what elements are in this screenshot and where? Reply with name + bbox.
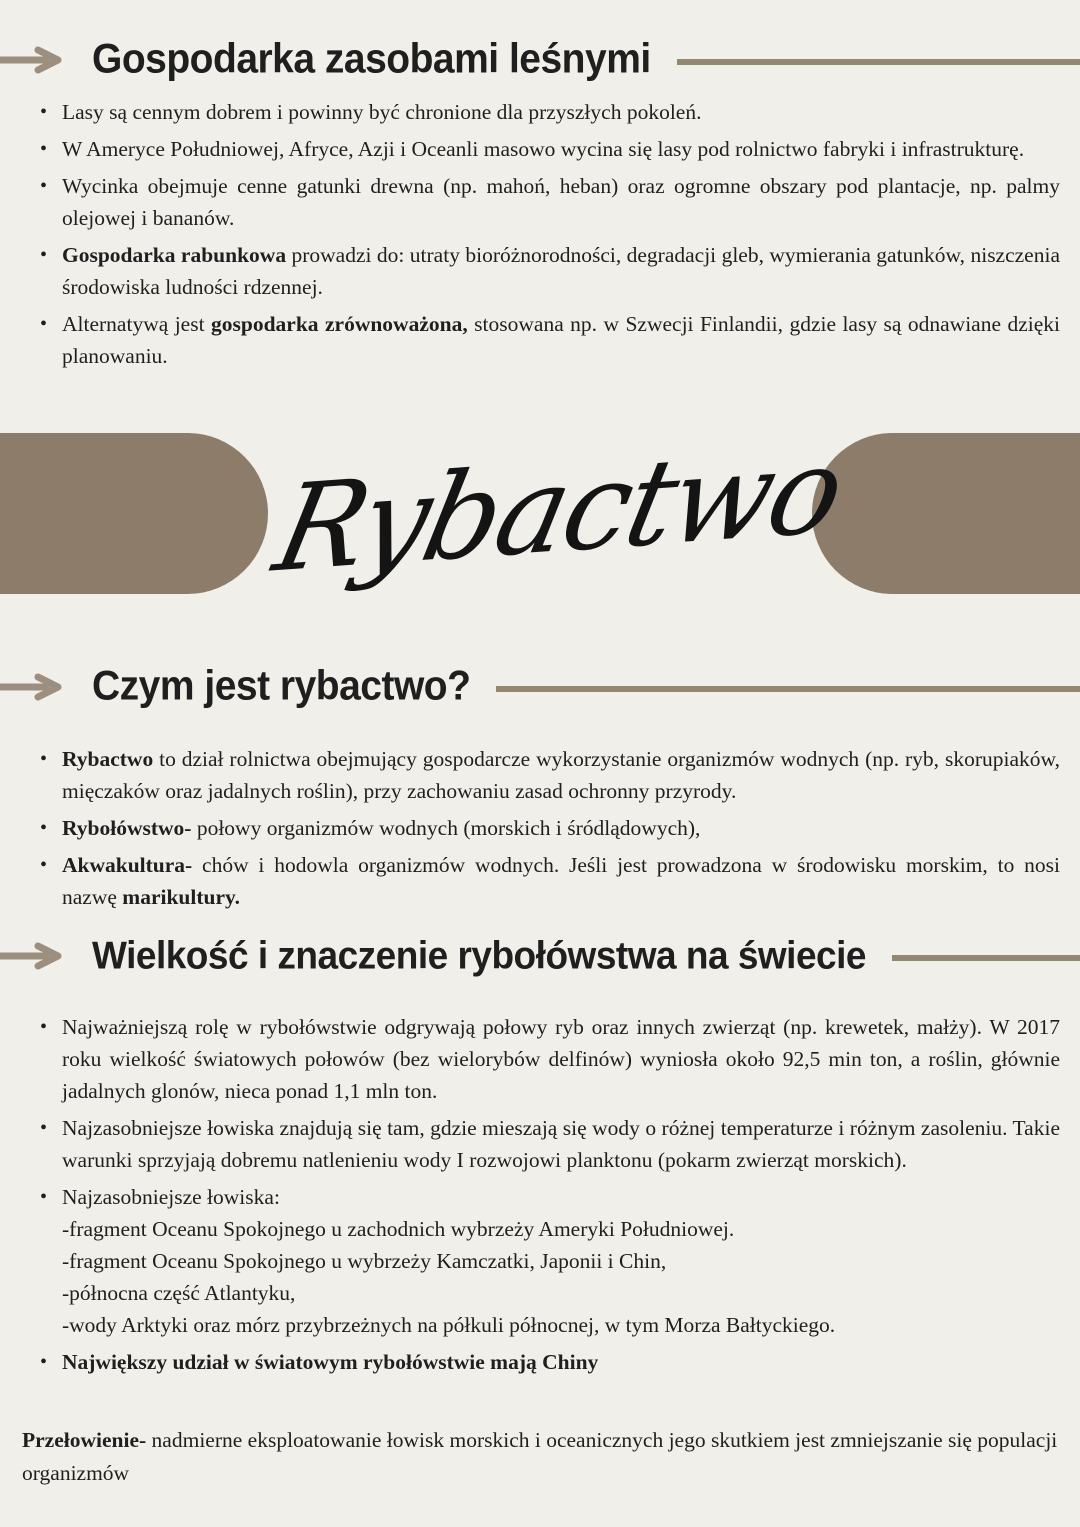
world-bullet-list — [0, 1011, 1080, 1378]
list-item-text: Gospodarka rabunkowa prowadzi do: utraty bioróżnorodności, degradacji gleb, wymierania gatunków, niszczenia środowiska ludności rdzennej. — [62, 243, 1060, 299]
arrow-right-icon — [0, 46, 66, 74]
list-item-text: Najzasobniejsze łowiska: -fragment Oceanu Spokojnego u zachodnich wybrzeży Ameryki Południowej. -fragment Oceanu Spokojnego u wybrzeży Kamczatki, Japonii i Chin, -północna część Atlantyku, -wody Arktyki oraz mórz przybrzeżnych na półkuli północnej, w tym Morza Bałtyckiego. — [62, 1185, 836, 1337]
divider-line — [892, 955, 1080, 961]
section-title: Czym jest rybactwo? — [92, 663, 471, 710]
list-item — [38, 96, 1060, 128]
list-item-text: Wycinka obejmuje cenne gatunki drewna (np. mahoń, heban) oraz ogromne obszary pod plantacje, np. palmy olejowej i bananów. — [62, 174, 1060, 230]
arrow-right-icon — [0, 942, 66, 970]
list-item-text: Lasy są cennym dobrem i powinny być chronione dla przyszłych pokoleń. — [62, 100, 702, 124]
list-item — [38, 1011, 1060, 1107]
page-title: Gospodarka zasobami leśnymi — [92, 36, 651, 83]
overfishing-definition: Przełowienie- nadmierne eksploatowanie łowisk morskich i oceanicznych jego skutkiem jest zmniejszanie się populacji organizmów — [22, 1428, 1058, 1485]
list-item — [38, 1346, 1060, 1378]
list-item — [38, 133, 1060, 165]
list-item-text: Największy udział w światowym rybołówstwie mają Chiny — [62, 1350, 599, 1374]
list-item — [38, 812, 1060, 844]
list-item — [38, 239, 1060, 303]
section-title: Wielkość i znaczenie rybołówstwa na świecie — [92, 933, 866, 978]
list-item-text: Najważniejszą rolę w rybołówstwie odgrywają połowy ryb oraz innych zwierząt (np. krewetek, małży). W 2017 roku wielkość światowych połowów (bez wielorybów delfinów) wyniosła około 92,5 min ton, a roślin, głównie jadalnych glonów, nieca ponad 1,1 mln ton. — [62, 1015, 1060, 1103]
list-item-text: W Ameryce Południowej, Afryce, Azji i Oceanli masowo wycina się lasy pod rolnictwo fabryki i infrastrukturę. — [62, 137, 1025, 161]
chapter-banner — [0, 400, 1080, 635]
divider-line — [496, 686, 1080, 692]
list-item — [38, 308, 1060, 372]
list-item — [38, 1181, 1060, 1341]
divider-line — [677, 59, 1080, 65]
list-item — [38, 1112, 1060, 1176]
list-item — [38, 849, 1060, 913]
list-item-text: Najzasobniejsze łowiska znajdują się tam, gdzie mieszają się wody o różnej temperaturze i różnym zasoleniu. Takie warunki sprzyjają dobremu natlenieniu wody I rozwojowi planktonu (pokarm zwierząt morskich). — [62, 1116, 1060, 1172]
section-header-world — [0, 935, 1080, 977]
list-item-text: Rybołówstwo- połowy organizmów wodnych (morskich i śródlądowych), — [62, 816, 701, 840]
list-item-text: Akwakultura- chów i hodowla organizmów wodnych. Jeśli jest prowadzona w środowisku morskim, to nosi nazwę marikultury. — [62, 853, 1060, 909]
what-bullet-list — [0, 743, 1080, 913]
list-item-text: Alternatywą jest gospodarka zrównoważona, stosowana np. w Szwecji Finlandii, gdzie lasy są odnawiane dzięki planowaniu. — [62, 312, 1060, 368]
chapter-title-script — [0, 386, 1080, 636]
section-header-forest — [0, 0, 1080, 82]
list-item — [38, 170, 1060, 234]
forest-bullet-list — [0, 96, 1080, 372]
list-item — [38, 743, 1060, 807]
section-header-what — [0, 665, 1080, 709]
arrow-right-icon — [0, 673, 66, 701]
list-item-text: Rybactwo to dział rolnictwa obejmujący gospodarcze wykorzystanie organizmów wodnych (np. ryb, skorupiaków, mięczaków oraz jadalnych roślin), przy zachowaniu zasad ochronny przyrody. — [62, 747, 1060, 803]
svg-text:Rybactwo: Rybactwo — [264, 420, 854, 600]
